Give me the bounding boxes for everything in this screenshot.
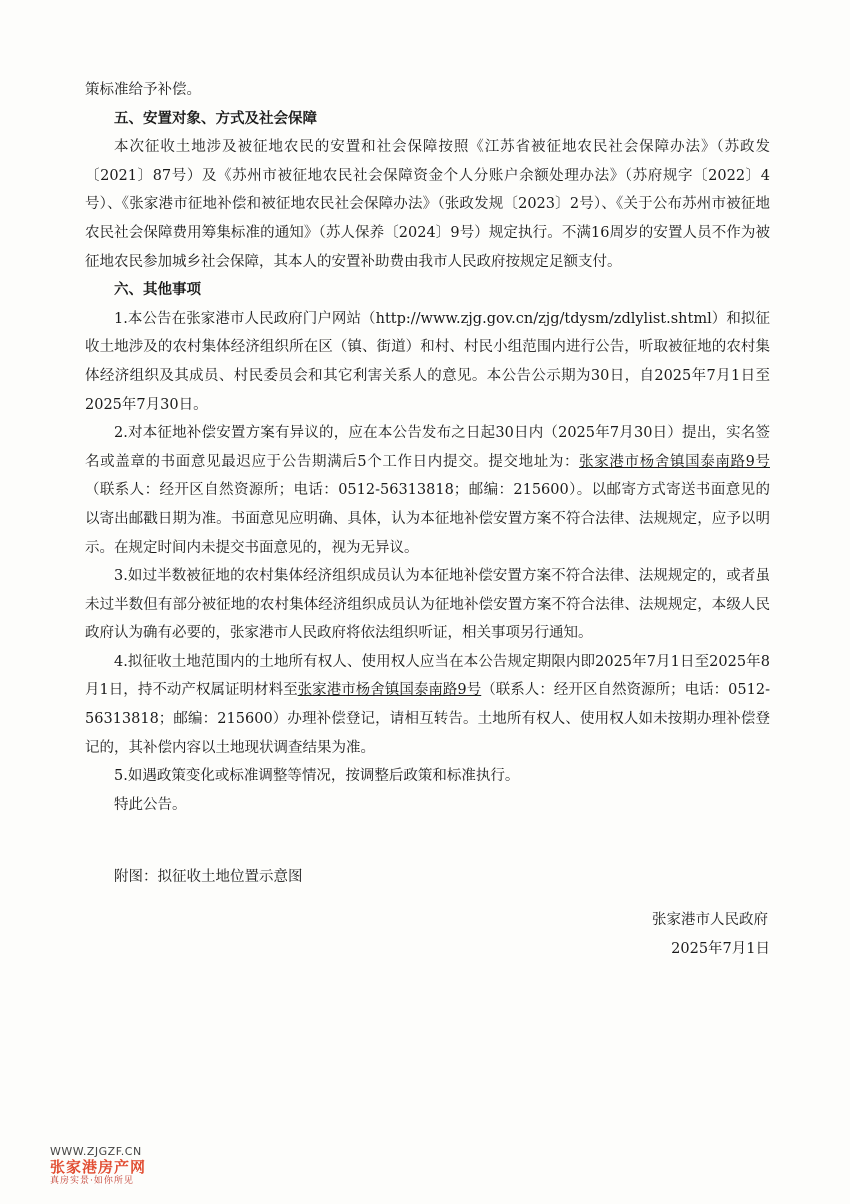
item-3-paragraph: 3.如过半数被征地的农村集体经济组织成员认为本征地补偿安置方案不符合法律、法规规定的，或者虽未过半数但有部分被征地的农村集体经济组织成员认为征地补偿安置方案不符合法律、法规规定，本级人民政府认为确有必要的，张家港市人民政府将依法组织听证，相关事项另行通知。 [85, 568, 770, 642]
closing-line: 特此公告。 [114, 796, 187, 813]
watermark-slogan: 真房实景·如你所见 [50, 1176, 134, 1186]
section-heading-6: 六、其他事项 [114, 282, 201, 299]
paragraph-resettlement: 本次征收土地涉及被征地农民的安置和社会保障按照《江苏省被征地农民社会保障办法》（苏政发〔2021〕87号）及《苏州市被征地农民社会保障资金个人分账户余额处理办法》（苏府规字〔2022〕4号）、《张家港市征地补偿和被征地农民社会保障办法》（张政发规〔2023〕2号）、《关于公布苏州市被征地农民社会保障费用筹集标准的通知》（苏人保养〔2024〕9号）规定执行。不满16周岁的安置人员不作为被征地农民参加城乡社会保障，其本人的安置补助费由我市人民政府按规定足额支付。 [85, 139, 770, 270]
item-4-text-b: （联系人：经开区自然资源所；电话：0512-56313818；邮编：215600）办理补偿登记，请相互转告。土地所有权人、使用权人如未按期办理补偿登记的，其补偿内容以土地现状调查结果为准。 [85, 682, 770, 756]
item-1-paragraph: 1.本公告在张家港市人民政府门户网站（http://www.zjg.gov.cn/zjg/tdysm/zdlylist.shtml）和拟征收土地涉及的农村集体经济组织所在区（镇、街道）和村、村民小组范围内进行公告，听取被征地的农村集体经济组织及其成员、村民委员会和其它利害关系人的意见。本公告公示期为30日，自2025年7月1日至2025年7月30日。 [85, 310, 770, 413]
signature-date: 2025年7月1日 [671, 940, 770, 957]
item-2-text-b: （联系人：经开区自然资源所；电话：0512-56313818；邮编：215600）。以邮寄方式寄送书面意见的以寄出邮戳日期为准。书面意见应明确、具体，认为本征地补偿安置方案不符合法律、法规规定，应予以明示。在规定时间内未提交书面意见的，视为无异议。 [85, 482, 770, 556]
section-heading-5: 五、安置对象、方式及社会保障 [114, 110, 317, 127]
item-2-paragraph [85, 419, 770, 562]
item-4-text-a: 4.拟征收土地范围内的土地所有权人、使用权人应当在本公告规定期限内即2025年7月1日至2025年8月1日，持不动产权属证明材料至 [85, 653, 770, 699]
signer: 张家港市人民政府 [652, 912, 768, 929]
watermark-logo [50, 1145, 146, 1187]
watermark-name: 张家港房产网 [50, 1158, 147, 1176]
attachment-note: 附图：拟征收土地位置示意图 [114, 869, 303, 886]
submission-address: 张家港市杨舍镇国泰南路9号 [579, 453, 770, 470]
paragraph-continuation: 策标准给予补偿。 [85, 82, 201, 98]
watermark-url: WWW.ZJGZF.CN [50, 1145, 142, 1158]
item-5-paragraph: 5.如遇政策变化或标准调整等情况，按调整后政策和标准执行。 [114, 768, 520, 785]
document-body [85, 76, 770, 963]
item-2-text-a: 2.对本征地补偿安置方案有异议的，应在本公告发布之日起30日内（2025年7月30日）提出，实名签名或盖章的书面意见最迟应于公告期满后5个工作日内提交。提交地址为： [85, 425, 770, 470]
item-4-paragraph [85, 648, 770, 762]
registration-address: 张家港市杨舍镇国泰南路9号 [297, 682, 482, 699]
